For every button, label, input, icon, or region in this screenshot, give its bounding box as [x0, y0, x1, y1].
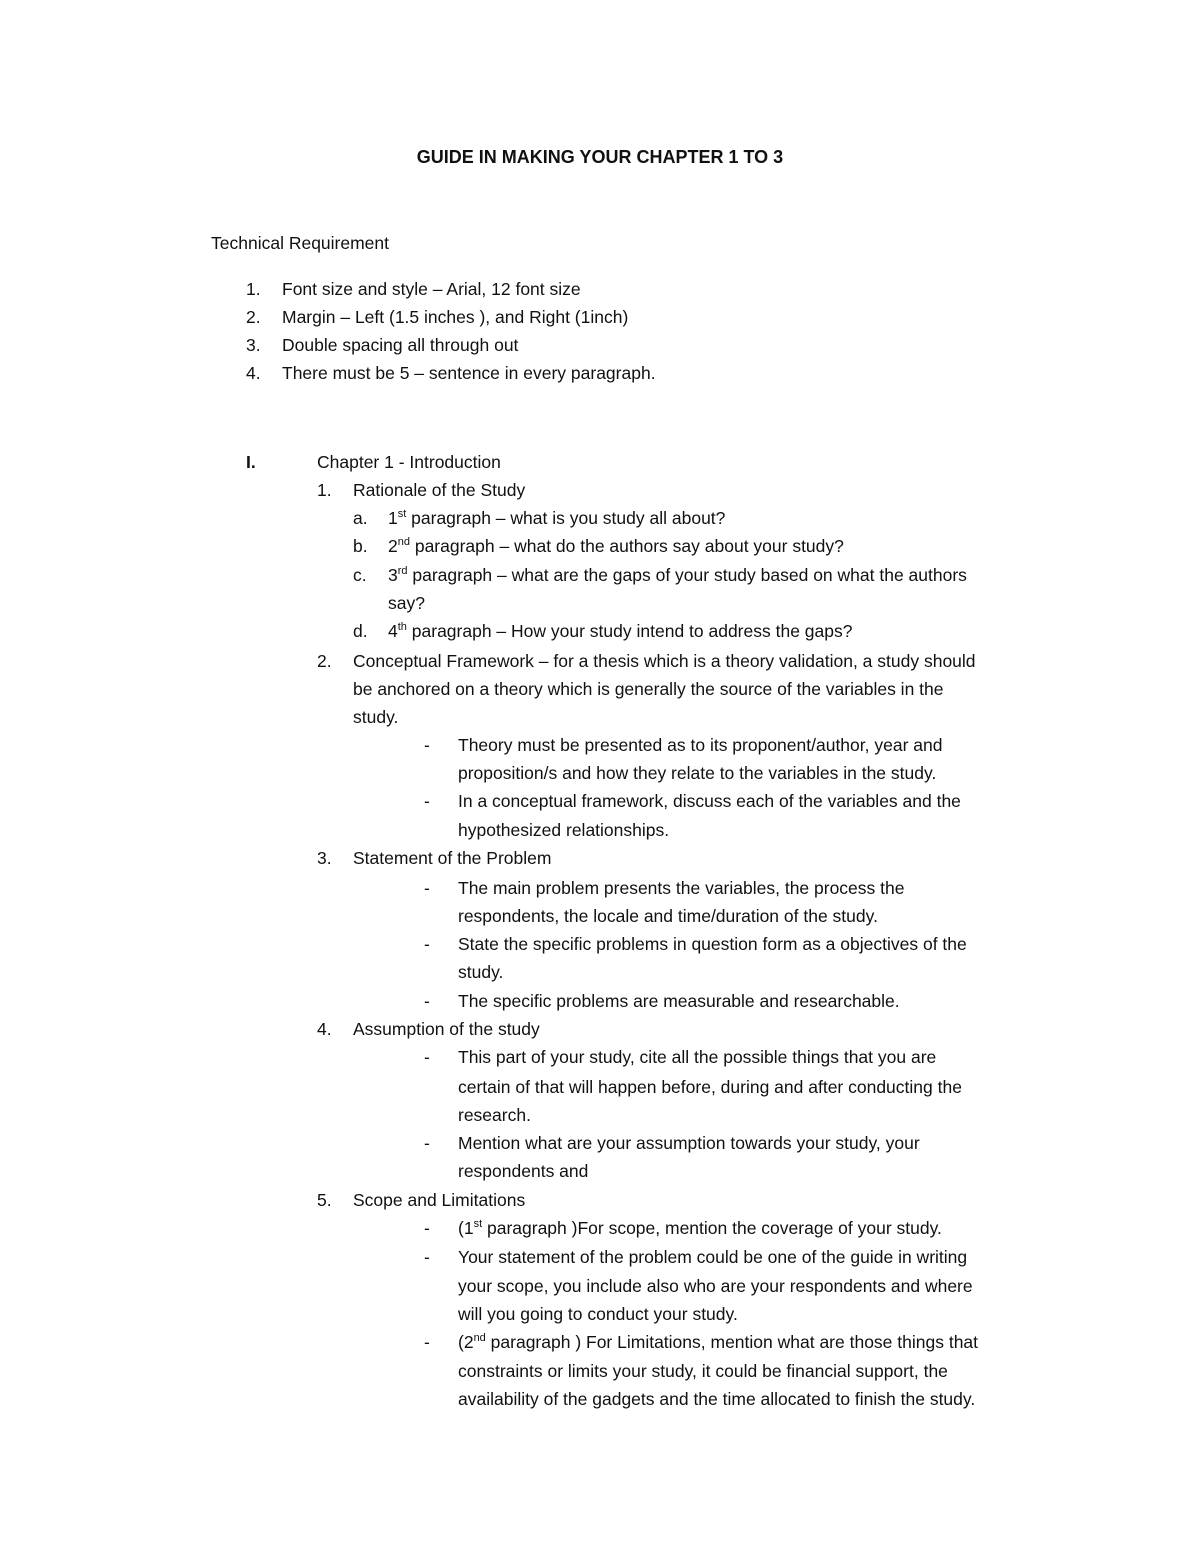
document-title: GUIDE IN MAKING YOUR CHAPTER 1 TO 3 — [416, 147, 784, 167]
list-item: There must be 5 – sentence in every paragraph. — [282, 363, 656, 383]
bullet-text: hypothesized relationships. — [458, 820, 670, 840]
sub-item: 2nd paragraph – what do the authors say about your study? — [388, 536, 844, 556]
sub-item: 1st paragraph – what is you study all about? — [388, 508, 726, 528]
section-number: 4. — [317, 1019, 332, 1039]
bullet-text: Your statement of the problem could be one of the guide in writing — [458, 1247, 968, 1267]
bullet-text: State the specific problems in question form as a objectives of the — [458, 934, 967, 954]
bullet-dash: - — [424, 791, 430, 811]
bullet-text: The specific problems are measurable and researchable. — [458, 991, 900, 1011]
bullet-text: respondents and — [458, 1161, 589, 1181]
bullet-text: your scope, you include also who are your respondents and where — [458, 1276, 973, 1296]
bullet-text: In a conceptual framework, discuss each of the variables and the — [458, 791, 961, 811]
bullet-text: availability of the gadgets and the time allocated to finish the study. — [458, 1389, 976, 1409]
section-number: 5. — [317, 1190, 332, 1210]
list-item: Font size and style – Arial, 12 font size — [282, 279, 581, 299]
bullet-text: The main problem presents the variables, the process the — [458, 878, 905, 898]
list-item: Margin – Left (1.5 inches ), and Right (1inch) — [282, 307, 629, 327]
bullet-dash: - — [424, 991, 430, 1011]
bullet-dash: - — [424, 1218, 430, 1238]
section-number: 3. — [317, 848, 332, 868]
sub-letter: d. — [353, 621, 368, 641]
list-number: 2. — [246, 307, 261, 327]
bullet-text: (2nd paragraph ) For Limitations, mention what are those things that — [458, 1332, 979, 1352]
section-text: Conceptual Framework – for a thesis which is a theory validation, a study should — [353, 651, 976, 671]
section-title: Rationale of the Study — [353, 480, 526, 500]
bullet-text: will you going to conduct your study. — [458, 1304, 738, 1324]
sub-item: 4th paragraph – How your study intend to address the gaps? — [388, 621, 853, 641]
bullet-dash: - — [424, 1247, 430, 1267]
bullet-dash: - — [424, 1047, 430, 1067]
sub-letter: a. — [353, 508, 368, 528]
sub-letter: b. — [353, 536, 368, 556]
sub-item: 3rd paragraph – what are the gaps of your study based on what the authors — [388, 565, 967, 585]
bullet-dash: - — [424, 934, 430, 954]
bullet-text: research. — [458, 1105, 531, 1125]
section-text: study. — [353, 707, 399, 727]
chapter-numeral: I. — [246, 452, 256, 472]
bullet-dash: - — [424, 1133, 430, 1153]
bullet-text: Theory must be presented as to its proponent/author, year and — [458, 735, 943, 755]
section-title: Assumption of the study — [353, 1019, 540, 1039]
section-title: Statement of the Problem — [353, 848, 552, 868]
bullet-text: This part of your study, cite all the possible things that you are — [458, 1047, 937, 1067]
technical-heading: Technical Requirement — [211, 233, 390, 253]
bullet-text: respondents, the locale and time/duration of the study. — [458, 906, 878, 926]
list-item: Double spacing all through out — [282, 335, 519, 355]
bullet-dash: - — [424, 735, 430, 755]
bullet-text: proposition/s and how they relate to the variables in the study. — [458, 763, 937, 783]
bullet-dash: - — [424, 878, 430, 898]
chapter-heading: Chapter 1 - Introduction — [317, 452, 501, 472]
section-number: 2. — [317, 651, 332, 671]
bullet-text: Mention what are your assumption towards your study, your — [458, 1133, 920, 1153]
bullet-text: study. — [458, 962, 504, 982]
list-number: 4. — [246, 363, 261, 383]
section-title: Scope and Limitations — [353, 1190, 526, 1210]
bullet-text: constraints or limits your study, it could be financial support, the — [458, 1361, 948, 1381]
sub-item-continued: say? — [388, 593, 425, 613]
bullet-text: (1st paragraph )For scope, mention the coverage of your study. — [458, 1218, 942, 1238]
sub-letter: c. — [353, 565, 367, 585]
list-number: 1. — [246, 279, 261, 299]
section-number: 1. — [317, 480, 332, 500]
bullet-text: certain of that will happen before, during and after conducting the — [458, 1077, 962, 1097]
bullet-dash: - — [424, 1332, 430, 1352]
list-number: 3. — [246, 335, 261, 355]
section-text: be anchored on a theory which is generally the source of the variables in the — [353, 679, 944, 699]
